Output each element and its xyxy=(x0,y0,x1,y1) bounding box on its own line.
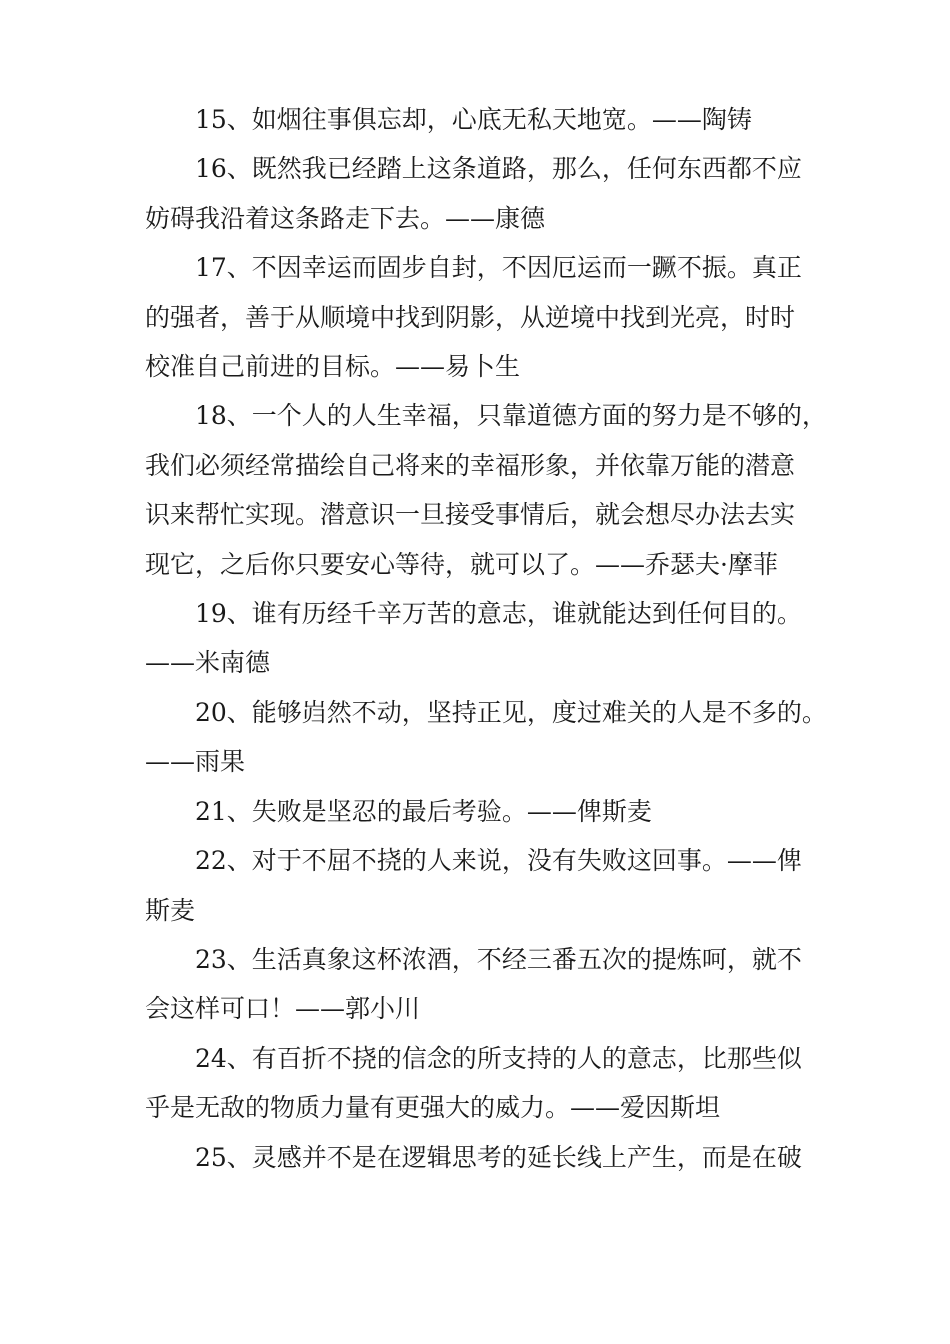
quote-line: 16、既然我已经踏上这条道路，那么，任何东西都不应 xyxy=(195,154,802,184)
quote-line: ——米南德 xyxy=(145,648,271,678)
quote-paragraph-16 xyxy=(145,144,810,243)
quote-paragraph-17 xyxy=(145,243,810,391)
quote-line: 斯麦 xyxy=(145,895,196,925)
quote-line: 现它，之后你只要安心等待，就可以了。——乔瑟夫·摩菲 xyxy=(145,549,778,579)
quote-line: 妨碍我沿着这条路走下去。——康德 xyxy=(145,203,546,233)
quote-line: 乎是无敌的物质力量有更强大的威力。——爱因斯坦 xyxy=(145,1093,721,1123)
quote-paragraph-15 xyxy=(145,95,810,144)
quote-line: 15、如烟往事俱忘却，心底无私天地宽。——陶铸 xyxy=(195,105,752,134)
quote-paragraph-22 xyxy=(145,836,810,935)
quote-paragraph-23 xyxy=(145,935,810,1034)
quote-line: 校准自己前进的目标。——易卜生 xyxy=(145,352,521,382)
quote-line: 19、谁有历经千辛万苦的意志，谁就能达到任何目的。 xyxy=(195,599,802,629)
quote-line: 24、有百折不挠的信念的所支持的人的意志，比那些似 xyxy=(195,1043,802,1073)
quote-line: 18、一个人的人生幸福，只靠道德方面的努力是不够的， xyxy=(195,401,827,431)
quote-paragraph-20 xyxy=(145,688,827,787)
quote-line: 22、对于不屈不挠的人来说，没有失败这回事。——俾 xyxy=(195,846,802,876)
quote-paragraph-25 xyxy=(145,1133,810,1182)
quote-line: 我们必须经常描绘自己将来的幸福形象，并依靠万能的潜意 xyxy=(145,450,796,480)
quote-paragraph-18 xyxy=(145,391,827,589)
quote-line: 的强者，善于从顺境中找到阴影，从逆境中找到光亮，时时 xyxy=(145,302,796,332)
quote-line: 会这样可口！——郭小川 xyxy=(145,994,421,1024)
quote-list xyxy=(145,95,827,1182)
quote-line: 20、能够岿然不动，坚持正见，度过难关的人是不多的。 xyxy=(195,697,827,727)
quote-line: 17、不因幸运而固步自封，不因厄运而一蹶不振。真正 xyxy=(195,253,802,283)
quote-line: ——雨果 xyxy=(145,747,246,777)
quote-line: 25、灵感并不是在逻辑思考的延长线上产生，而是在破 xyxy=(195,1142,802,1172)
quote-paragraph-19 xyxy=(145,589,810,688)
quote-line: 23、生活真象这杯浓酒，不经三番五次的提炼呵，就不 xyxy=(195,944,802,974)
quote-paragraph-24 xyxy=(145,1034,810,1133)
quote-paragraph-21 xyxy=(145,787,810,836)
quote-line: 21、失败是坚忍的最后考验。——俾斯麦 xyxy=(195,796,652,826)
quote-line: 识来帮忙实现。潜意识一旦接受事情后，就会想尽办法去实 xyxy=(145,500,796,530)
